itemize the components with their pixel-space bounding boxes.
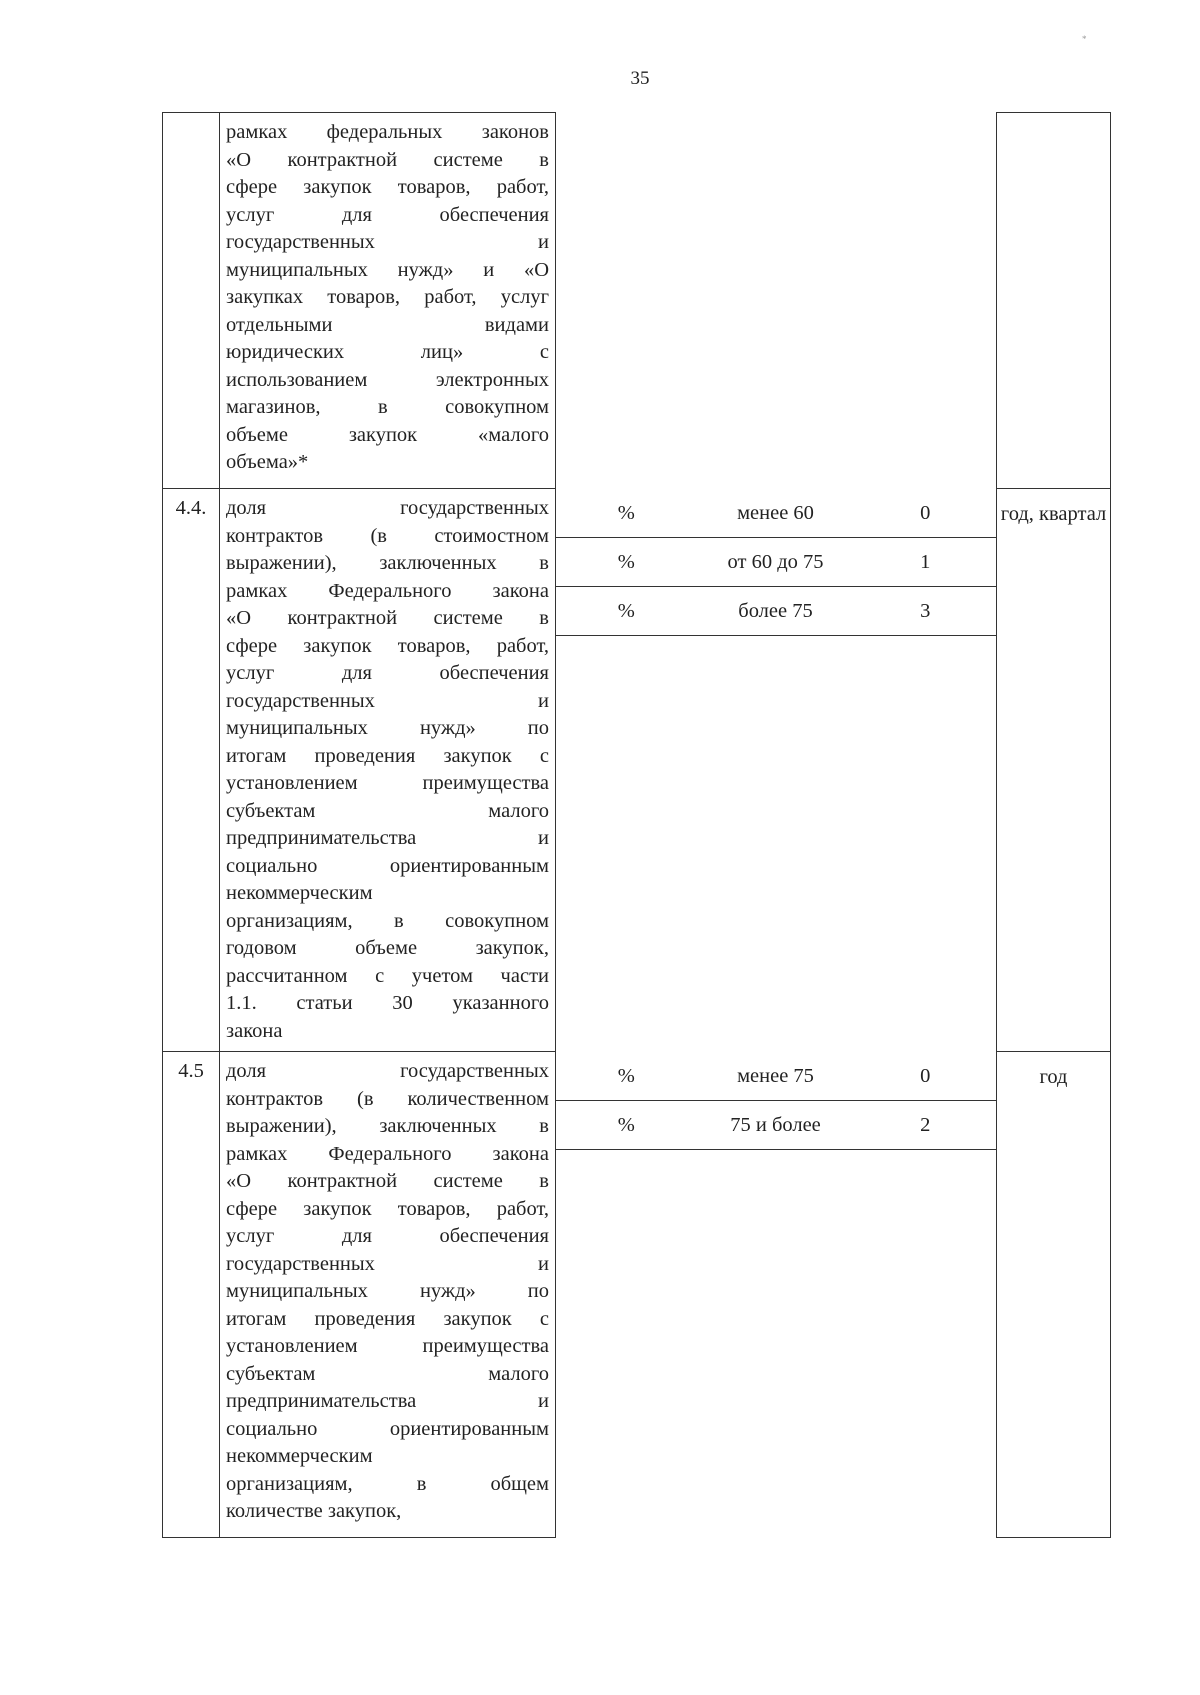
table-row [163,113,1111,489]
reporting-period: год [997,1052,1111,1538]
description-line: государственных и [226,231,549,253]
corner-mark: * [1082,34,1087,44]
description-line: услуг для обеспечения [226,1225,549,1247]
criterion-column [697,1052,855,1538]
description-line: выражении), заключенных в [226,552,549,574]
description-line: организациям, в общем [226,1472,549,1495]
description-line: контрактов (в стоимостном [226,524,549,547]
description-line: предпринимательства и [226,827,549,849]
description-line: годовом объеме закупок, [226,937,549,959]
unit: % [556,587,697,636]
description-line: рамках федеральных законов [226,121,549,143]
description-line: услуг для обеспечения [226,203,549,226]
description-line: социально ориентированным [226,854,549,877]
description-line: организациям, в совокупном [226,909,549,932]
description-line: количестве закупок, [226,1500,402,1522]
points-column [855,113,997,489]
description-line: услуг для обеспечения [226,662,549,684]
table-row [163,489,1111,1052]
description-line: итогам проведения закупок с [226,744,549,767]
description-line: магазинов, в совокупном [226,396,549,418]
description-line: муниципальных нужд» и «О [226,258,549,281]
unit: % [556,1101,697,1150]
unit: % [556,538,697,587]
description-line: сфере закупок товаров, работ, [226,1197,549,1220]
unit: % [556,489,697,538]
description-line: субъектам малого [226,1362,549,1385]
criterion: от 60 до 75 [697,538,855,587]
reporting-period [997,113,1111,489]
indicator-description [220,1052,556,1538]
description-line: «О контрактной системе в [226,148,549,171]
description-line: предпринимательства и [226,1390,549,1412]
description-line: объема»* [226,451,309,473]
description-line: сфере закупок товаров, работ, [226,176,549,198]
description-line: выражении), заключенных в [226,1115,549,1137]
indicator-description [220,489,556,1052]
description-line: закона [226,1019,283,1042]
points: 2 [855,1101,997,1150]
unit-column [556,1052,697,1538]
description-line: доля государственных [226,1060,549,1082]
description-line: «О контрактной системе в [226,607,549,629]
points: 0 [855,1052,997,1101]
points: 3 [855,587,997,636]
description-line: «О контрактной системе в [226,1170,549,1192]
description-line: установлением преимущества [226,1335,549,1357]
criterion: 75 и более [697,1101,855,1150]
description-line: некоммерческим [226,1445,373,1467]
description-line: рамках Федерального закона [226,579,549,602]
description-line: закупках товаров, работ, услуг [226,286,549,308]
description-line: доля государственных [226,497,549,519]
indicators-table-body [163,113,1111,1538]
unit: % [556,1052,697,1101]
description-line: муниципальных нужд» по [226,717,549,739]
description-line: субъектам малого [226,799,549,822]
criterion: более 75 [697,587,855,636]
indicators-table [162,112,1111,1538]
unit-column [556,113,697,489]
description-line: юридических лиц» с [226,341,549,363]
description-line: объеме закупок «малого [226,423,549,446]
description-line: социально ориентированным [226,1417,549,1440]
criterion-column [697,489,855,1052]
row-number: 4.4. [163,489,220,1052]
unit-column [556,489,697,1052]
table-row [163,1052,1111,1538]
description-line: муниципальных нужд» по [226,1280,549,1302]
description-line: сфере закупок товаров, работ, [226,634,549,657]
description-line: отдельными видами [226,313,549,336]
description-line: установлением преимущества [226,772,549,794]
points: 0 [855,489,997,538]
description-line: итогам проведения закупок с [226,1307,549,1330]
description-line: государственных и [226,1252,549,1275]
description-line: контрактов (в количественном [226,1087,549,1110]
description-line: 1.1. статьи 30 указанного [226,992,549,1014]
description-line: государственных и [226,689,549,712]
criterion-column [697,113,855,489]
indicator-description [220,113,556,489]
criterion: менее 75 [697,1052,855,1101]
description-line: рамках Федерального закона [226,1142,549,1165]
description-line: рассчитанном с учетом части [226,964,549,987]
row-number [163,113,220,489]
row-number: 4.5 [163,1052,220,1538]
points-column [855,489,997,1052]
page-number: 35 [630,68,650,89]
points: 1 [855,538,997,587]
reporting-period: год, квартал [997,489,1111,1052]
description-line: некоммерческим [226,882,373,904]
description-line: использованием электронных [226,368,549,391]
criterion: менее 60 [697,489,855,538]
points-column [855,1052,997,1538]
